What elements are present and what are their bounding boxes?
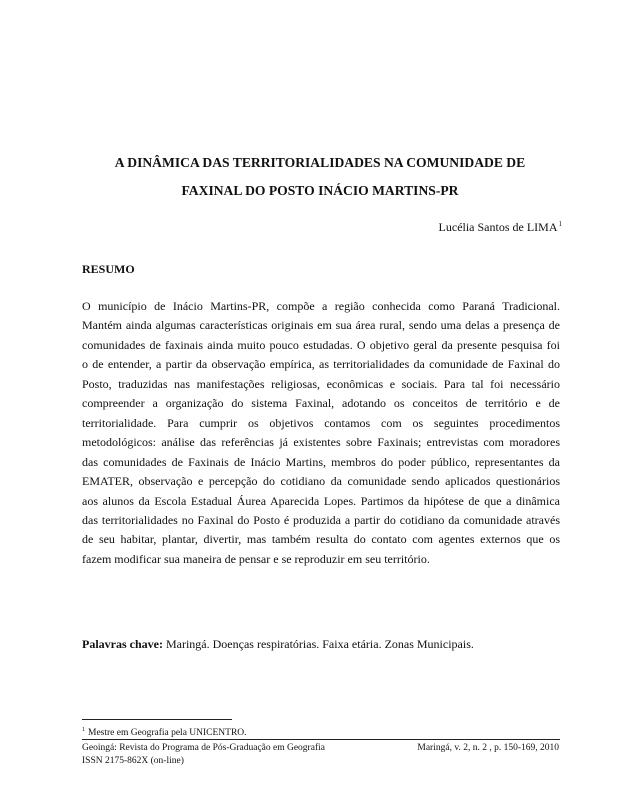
author	[439, 220, 562, 235]
abstract-line: Posto, traduzidas nas manifestações religiosas, econômicas e sociais. Para tal foi necessário	[82, 376, 560, 391]
keywords-label: Palavras chave:	[82, 637, 163, 651]
title-line-1: A DINÂMICA DAS TERRITORIALIDADES NA COMUNIDADE DE	[114, 155, 526, 170]
abstract-line: O município de Inácio Martins-PR, compõe a região conhecida como Paraná Tradicional.	[82, 299, 560, 313]
footnote	[82, 727, 247, 738]
footer-divider	[82, 739, 560, 740]
footer-journal-info	[82, 742, 325, 768]
abstract-body	[82, 297, 560, 569]
title-line-2: FAXINAL DO POSTO INÁCIO MARTINS-PR	[181, 183, 459, 198]
abstract-line: comunidades de faxinais ainda muito pouco estudadas. O objetivo geral da presente pesquisa foi	[82, 337, 560, 352]
footer-citation: Maringá, v. 2, n. 2 , p. 150-169, 2010	[417, 743, 559, 753]
abstract-line: fazem modificar sua maneira de pensar e se reproduzir em seu território.	[82, 551, 430, 566]
keywords-text: Maringá. Doenças respiratórias. Faixa etária. Zonas Municipais.	[162, 637, 474, 651]
paper-title	[80, 149, 560, 205]
footnote-mark: 1	[82, 727, 85, 733]
abstract-line: das territorialidades no Faxinal do Posto é produzida a partir do cotidiano da comunidade através	[82, 512, 560, 527]
abstract-line: EMATER, observação e percepção do cotidiano da comunidade sendo aplicados questionários	[82, 474, 560, 489]
abstract-heading: RESUMO	[82, 262, 135, 276]
author-footnote-mark: 1	[558, 220, 562, 228]
footnote-divider	[82, 719, 232, 720]
footnote-text: Mestre em Geografia pela UNICENTRO.	[88, 728, 247, 738]
footer-issn: ISSN 2175-862X (on-line)	[82, 756, 184, 766]
abstract-line: Mantém ainda algumas características originais em sua área rural, sendo uma delas a presença de	[82, 318, 560, 333]
abstract-line: das comunidades de Faxinais de Inácio Martins, membros do poder público, representantes da	[82, 454, 560, 469]
abstract-line: territorialidade. Para cumprir os objetivos contamos com os seguintes procedimentos	[82, 415, 560, 430]
keywords	[82, 637, 474, 652]
abstract-line: de seu habitar, plantar, divertir, mas também resulta do contato com agentes externos que os	[82, 532, 560, 547]
abstract-line: compreender a organização do sistema Faxinal, adotando os conceitos de território e de	[82, 396, 560, 411]
abstract-line: o de entender, a partir da observação empírica, as territorialidades da comunidade de Faxinal do	[82, 357, 560, 372]
footer-journal: Geoingá: Revista do Programa de Pós-Graduação em Geografia	[82, 743, 325, 753]
author-name: Lucélia Santos de LIMA	[438, 220, 558, 234]
abstract-line: metodológicos: análise das referências já existentes sobre Faxinais; entrevistas com moradores	[82, 435, 560, 450]
abstract-line: aos alunos da Escola Estadual Áurea Aparecida Lopes. Partimos da hipótese de que a dinâmica	[82, 493, 560, 508]
